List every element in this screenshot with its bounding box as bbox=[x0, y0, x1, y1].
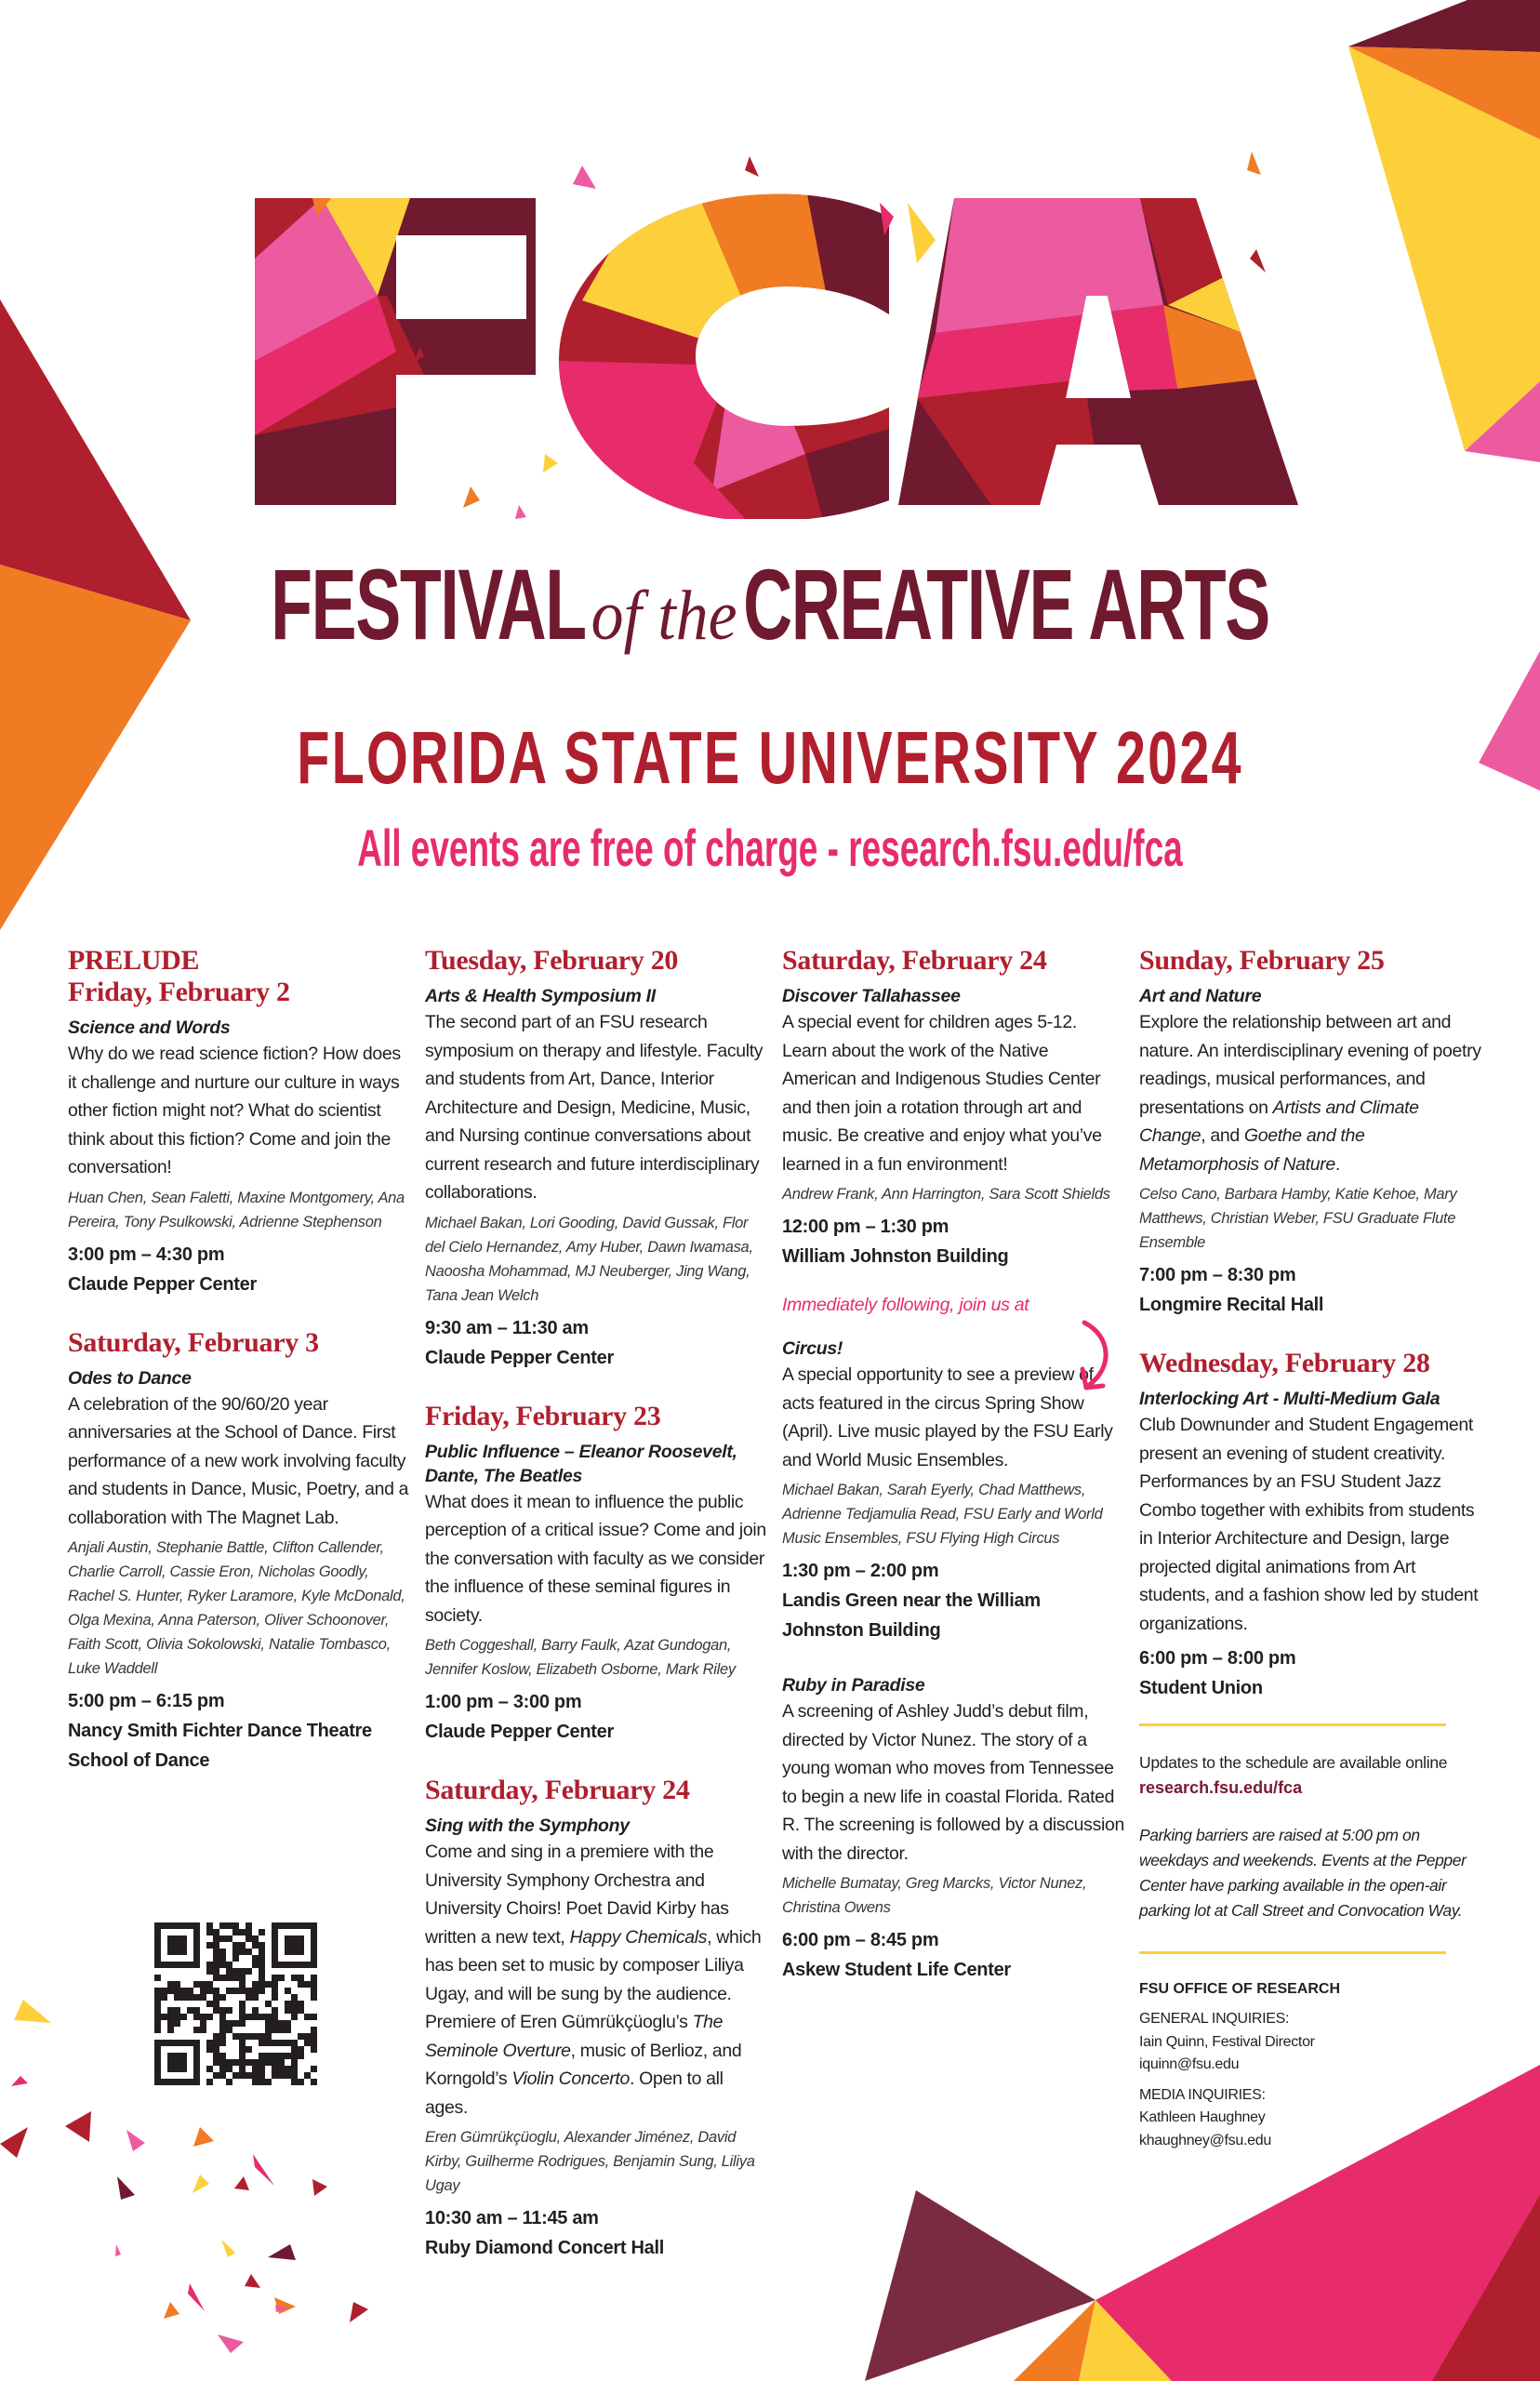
day-heading-prelude: PRELUDE bbox=[68, 945, 200, 976]
event-time: 5:00 pm – 6:15 pm bbox=[68, 1691, 225, 1711]
confetti bbox=[117, 2176, 135, 2200]
media-inquiries bbox=[1139, 2084, 1481, 2153]
media-inquiries-name: Kathleen Haughney bbox=[1139, 2109, 1266, 2125]
logo-confetti bbox=[1247, 152, 1261, 175]
divider bbox=[1139, 1951, 1446, 1954]
day-heading: Friday, February 2 bbox=[68, 977, 290, 1007]
day-heading: Sunday, February 25 bbox=[1139, 945, 1385, 976]
event-odes-to-dance bbox=[68, 1366, 410, 1776]
event-participants: Eren Gümrükçüoglu, Alexander Jiménez, David Kirby, Guilherme Rodrigues, Benjamin Sung, Liliya Ugay bbox=[425, 2129, 755, 2194]
schedule-column-2 bbox=[425, 945, 767, 2291]
day-heading: Saturday, February 24 bbox=[425, 1775, 690, 1805]
confetti bbox=[115, 2244, 121, 2256]
general-inquiries-label: GENERAL INQUIRIES: bbox=[1139, 2011, 1290, 2027]
day-heading: Saturday, February 24 bbox=[782, 945, 1047, 976]
event-venue-secondary: School of Dance bbox=[68, 1750, 210, 1771]
confetti bbox=[312, 2179, 327, 2196]
confetti bbox=[188, 2283, 205, 2311]
event-venue: Claude Pepper Center bbox=[425, 1347, 614, 1368]
schedule-updates-link[interactable]: research.fsu.edu/fca bbox=[1139, 1778, 1303, 1797]
italic-work-title: Violin Concerto bbox=[511, 2068, 630, 2089]
event-description bbox=[1139, 1008, 1481, 1178]
italic-work-title: The Seminole Overture bbox=[425, 2012, 724, 2061]
event-venue: William Johnston Building bbox=[782, 1246, 1009, 1267]
event-participants: Andrew Frank, Ann Harrington, Sara Scott Shields bbox=[782, 1186, 1110, 1203]
event-participants: Anjali Austin, Stephanie Battle, Clifton Callender, Charlie Carroll, Cassie Eron, Nicholas Goodly, Rachel S. Hunter, Ryker Laramore, Kyle McDonald, Olga Mexina, Anna Paterson, Oliver Schoonover, Faith Scott, Olivia Sokolowski, Natalie Tombasco, Luke Waddell bbox=[68, 1539, 405, 1677]
day-heading: Friday, February 23 bbox=[425, 1400, 661, 1431]
office-heading: FSU OFFICE OF RESEARCH bbox=[1139, 1981, 1341, 1997]
description-text: Come and sing in a premiere with the University Symphony Orchestra and University Choirs! Poet David Kirby has written a new text, bbox=[425, 1842, 729, 1948]
confetti bbox=[221, 2240, 235, 2257]
logo-letter-c bbox=[545, 184, 898, 519]
general-inquiries-email[interactable]: iquinn@fsu.edu bbox=[1139, 2056, 1240, 2072]
event-description: A special opportunity to see a preview of acts featured in the circus Spring Show (April). Live music played by the FSU Early and World Music Ensembles. bbox=[782, 1364, 1113, 1470]
confetti bbox=[218, 2334, 244, 2353]
event-title: Sing with the Symphony bbox=[425, 1816, 630, 1836]
event-title: Arts & Health Symposium II bbox=[425, 986, 656, 1006]
description-text: . bbox=[1334, 1153, 1340, 1175]
description-text: . Open to all ages. bbox=[425, 2068, 724, 2118]
event-time: 3:00 pm – 4:30 pm bbox=[68, 1244, 225, 1265]
curved-arrow-icon bbox=[1066, 1319, 1131, 1393]
fca-logo bbox=[247, 147, 1298, 519]
event-title: Ruby in Paradise bbox=[782, 1675, 925, 1696]
media-inquiries-label: MEDIA INQUIRIES: bbox=[1139, 2086, 1266, 2103]
schedule-column-1 bbox=[68, 945, 410, 1803]
day-heading: Saturday, February 3 bbox=[68, 1326, 319, 1358]
confetti bbox=[268, 2244, 296, 2260]
event-art-and-nature bbox=[1139, 984, 1481, 1320]
confetti bbox=[11, 2076, 28, 2086]
event-time: 1:00 pm – 3:00 pm bbox=[425, 1692, 582, 1712]
event-description: A screening of Ashley Judd’s debut film, directed by Victor Nunez. The story of a young woman who moves from Tennessee to begin a new life in coastal Florida. Rated R. The screening is followed by a discussion with the director. bbox=[782, 1701, 1124, 1864]
event-participants: Huan Chen, Sean Faletti, Maxine Montgomery, Ana Pereira, Tony Psulkowski, Adrienne Stephenson bbox=[68, 1189, 405, 1230]
follow-note: Immediately following, join us at bbox=[782, 1295, 1029, 1315]
event-description: A special event for children ages 5-12. Learn about the work of the Native American and Indigenous Studies Center and then join a rotation through art and music. Be creative and enjoy what you’ve learned in a fun environment! bbox=[782, 1012, 1102, 1175]
confetti bbox=[245, 2274, 260, 2288]
event-title: Art and Nature bbox=[1139, 986, 1262, 1006]
title-festival: FESTIVAL bbox=[271, 548, 585, 660]
event-venue: Landis Green near the William Johnston Building bbox=[782, 1590, 1041, 1641]
event-discover-tallahassee bbox=[782, 984, 1124, 1271]
decor-shape bbox=[0, 565, 191, 930]
general-inquiries-name: Iain Quinn, Festival Director bbox=[1139, 2033, 1315, 2050]
event-time: 1:30 pm – 2:00 pm bbox=[782, 1561, 939, 1581]
event-title: Public Influence – Eleanor Roosevelt, Dante, The Beatles bbox=[425, 1441, 737, 1486]
event-description bbox=[425, 1838, 767, 2122]
event-participants: Michael Bakan, Sarah Eyerly, Chad Matthews, Adrienne Tedjamulia Read, FSU Early and World Music Ensembles, FSU Flying High Circus bbox=[782, 1482, 1103, 1547]
confetti bbox=[164, 2302, 179, 2319]
confetti bbox=[350, 2302, 368, 2322]
confetti bbox=[193, 2127, 214, 2147]
event-sing-with-the-symphony bbox=[425, 1814, 767, 2263]
description-text: , music of Berlioz, and Korngold’s bbox=[425, 2040, 742, 2089]
university-year-heading: FLORIDA STATE UNIVERSITY 2024 bbox=[297, 716, 1243, 799]
event-participants: Michael Bakan, Lori Gooding, David Gussak, Flor del Cielo Hernandez, Amy Huber, Dawn Iwamasa, Naoosha Mohammad, MJ Neuberger, Jing Wang, Tana Jean Welch bbox=[425, 1214, 753, 1304]
day-heading: Tuesday, February 20 bbox=[425, 945, 679, 976]
description-text: , and bbox=[1201, 1125, 1244, 1146]
event-venue: Ruby Diamond Concert Hall bbox=[425, 2238, 664, 2258]
italic-work-title: Happy Chemicals bbox=[569, 1926, 708, 1948]
event-title: Discover Tallahassee bbox=[782, 986, 961, 1006]
logo-confetti bbox=[908, 203, 936, 263]
logo-confetti bbox=[573, 166, 596, 189]
festival-title bbox=[246, 549, 1294, 672]
event-time: 12:00 pm – 1:30 pm bbox=[782, 1217, 949, 1237]
event-arts-health-symposium bbox=[425, 984, 767, 1373]
logo-letter-f bbox=[247, 147, 545, 519]
event-time: 10:30 am – 11:45 am bbox=[425, 2208, 599, 2228]
event-ruby-in-paradise bbox=[782, 1673, 1124, 1985]
event-description: What does it mean to influence the public perception of a critical issue? Come and join the conversation with faculty as we consider the influence of these seminal figures in society. bbox=[425, 1491, 766, 1626]
parking-note: Parking barriers are raised at 5:00 pm on weekdays and weekends. Events at the Pepper Center have parking available in the open-air parking lot at Call Street and Convocation Way. bbox=[1139, 1826, 1467, 1920]
event-venue: Longmire Recital Hall bbox=[1139, 1295, 1324, 1315]
event-time: 6:00 pm – 8:00 pm bbox=[1139, 1648, 1296, 1669]
event-title: Circus! bbox=[782, 1338, 843, 1359]
confetti bbox=[192, 2175, 209, 2193]
event-description: The second part of an FSU research symposium on therapy and lifestyle. Faculty and students from Art, Dance, Interior Architecture and Design, Medicine, Music, and Nursing continue conversations about current research and future interdisciplinary collaborations. bbox=[425, 1012, 763, 1203]
divider bbox=[1139, 1723, 1446, 1726]
event-venue: Student Union bbox=[1139, 1678, 1263, 1698]
logo-confetti bbox=[463, 486, 480, 508]
event-title: Science and Words bbox=[68, 1018, 231, 1038]
event-title: Interlocking Art - Multi-Medium Gala bbox=[1139, 1389, 1440, 1409]
confetti bbox=[65, 2111, 91, 2142]
event-participants: Beth Coggeshall, Barry Faulk, Azat Gundogan, Jennifer Koslow, Elizabeth Osborne, Mark Riley bbox=[425, 1637, 736, 1678]
logo-letter-a bbox=[889, 184, 1298, 519]
decor-shape bbox=[1348, 0, 1540, 52]
event-time: 6:00 pm – 8:45 pm bbox=[782, 1930, 939, 1950]
event-title: Odes to Dance bbox=[68, 1367, 192, 1389]
schedule-column-4 bbox=[1139, 945, 1481, 2152]
logo-confetti bbox=[543, 454, 558, 472]
event-description: Club Downunder and Student Engagement present an evening of student creativity. Performances by an FSU Student Jazz Combo together with exhibits from students in Interior Architecture and Design, large projected digital animations from Art students, and a fashion show led by student organizations. bbox=[1139, 1415, 1479, 1634]
confetti bbox=[234, 2176, 249, 2190]
confetti bbox=[0, 2127, 28, 2158]
general-inquiries bbox=[1139, 2008, 1481, 2077]
confetti bbox=[14, 2000, 51, 2023]
event-venue: Askew Student Life Center bbox=[782, 1960, 1011, 1980]
title-of-the: of the bbox=[591, 577, 737, 655]
italic-work-title: Goethe and the Metamorphosis of Nature bbox=[1139, 1125, 1365, 1175]
schedule-column-3 bbox=[782, 945, 1124, 2013]
event-participants: Celso Cano, Barbara Hamby, Katie Kehoe, Mary Matthews, Christian Weber, FSU Graduate Flute Ensemble bbox=[1139, 1186, 1457, 1251]
title-creative-arts: CREATIVE ARTS bbox=[743, 548, 1269, 660]
event-interlocking-art-gala bbox=[1139, 1387, 1481, 1703]
schedule-updates-note: Updates to the schedule are available online bbox=[1139, 1753, 1448, 1772]
event-venue: Claude Pepper Center bbox=[68, 1273, 257, 1295]
event-public-influence bbox=[425, 1440, 767, 1748]
event-description: Why do we read science fiction? How does it challenge and nurture our culture in ways other fiction might not? What do scientist think about this fiction? Come and join the conversation! bbox=[68, 1044, 401, 1177]
decor-shape bbox=[0, 299, 191, 620]
logo-confetti bbox=[1250, 249, 1266, 273]
event-time: 9:30 am – 11:30 am bbox=[425, 1317, 589, 1338]
event-participants: Michelle Bumatay, Greg Marcks, Victor Nunez, Christina Owens bbox=[782, 1875, 1087, 1916]
qr-code-icon[interactable] bbox=[149, 1922, 323, 2085]
italic-work-title: Artists and Climate Change bbox=[1139, 1097, 1419, 1146]
event-venue: Claude Pepper Center bbox=[425, 1722, 614, 1742]
free-events-tagline: All events are free of charge - research.fsu.edu/fca bbox=[357, 818, 1183, 877]
event-time: 7:00 pm – 8:30 pm bbox=[1139, 1265, 1296, 1285]
event-science-and-words bbox=[68, 1016, 410, 1299]
description-text: , which has been set to music by composer Liliya Ugay, and will be sung by the audience. Premiere of Eren Gümrükçüoglu’s bbox=[425, 1926, 762, 2032]
confetti bbox=[253, 2154, 274, 2186]
event-description: A celebration of the 90/60/20 year anniversaries at the School of Dance. First performance of a new work involving faculty and students in Dance, Music, Poetry, and a collaboration with The Magnet Lab. bbox=[68, 1393, 409, 1528]
confetti bbox=[126, 2130, 145, 2151]
event-venue: Nancy Smith Fichter Dance Theatre bbox=[68, 1721, 372, 1741]
day-heading: Wednesday, February 28 bbox=[1139, 1348, 1430, 1378]
media-inquiries-email[interactable]: khaughney@fsu.edu bbox=[1139, 2132, 1271, 2148]
logo-confetti bbox=[745, 156, 759, 177]
description-text: Explore the relationship between art and nature. An interdisciplinary evening of poetry readings, musical performances, and presentations on bbox=[1139, 1012, 1481, 1118]
